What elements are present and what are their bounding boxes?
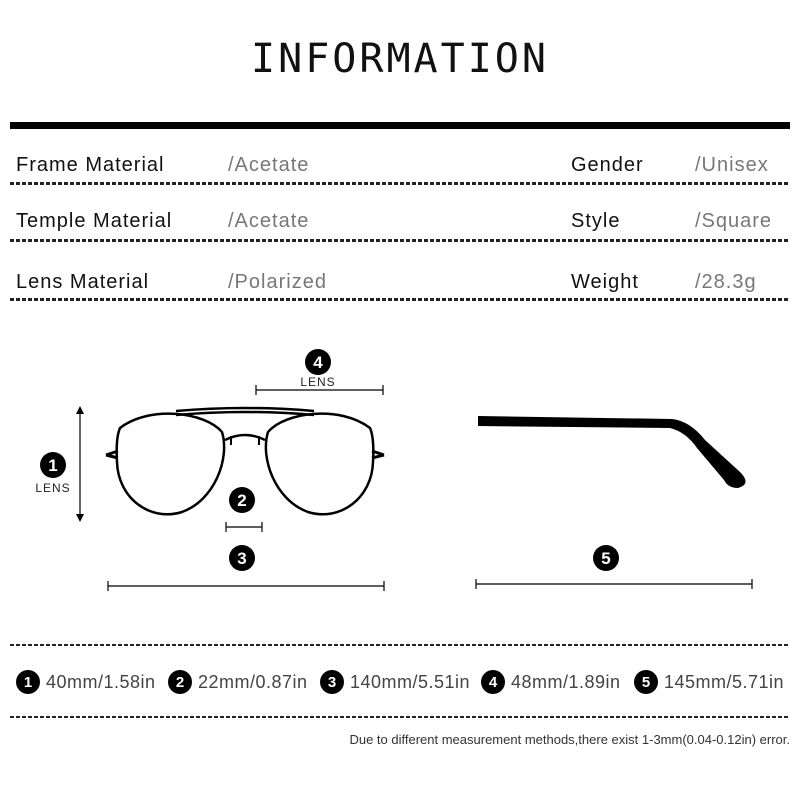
- spec-row-lens: [0, 271, 800, 311]
- measurement-5-badge: 5: [634, 670, 658, 694]
- measurements-top-divider: [10, 644, 790, 646]
- badge-4-label: LENS: [300, 375, 336, 389]
- spec-label-lens-material: Lens Material: [16, 271, 150, 293]
- measurement-1-badge: 1: [16, 670, 40, 694]
- measurement-2: [168, 666, 308, 698]
- spec-label-gender: Gender: [571, 154, 644, 176]
- page-title: INFORMATION: [251, 36, 549, 82]
- spec-label-style: Style: [571, 210, 621, 232]
- spec-value-style: /Square: [695, 210, 773, 232]
- spec-divider: [10, 239, 790, 242]
- measurement-3-badge: 3: [320, 670, 344, 694]
- badge-2: [229, 487, 255, 513]
- badge-2-number: 2: [237, 491, 247, 510]
- measurement-2-value: 22mm/0.87in: [198, 671, 308, 692]
- spec-divider: [10, 182, 790, 185]
- measurement-5-value: 145mm/5.71in: [664, 671, 785, 692]
- badge-1: [35, 452, 70, 495]
- badge-3: [229, 545, 255, 571]
- measurement-3: [320, 666, 470, 698]
- measurement-4-badge: 4: [481, 670, 505, 694]
- badge-5-number: 5: [601, 549, 611, 568]
- measurement-5: [634, 666, 784, 698]
- measurements-bottom-divider: [10, 716, 790, 718]
- spec-value-weight: /28.3g: [695, 271, 757, 293]
- measurement-2-badge: 2: [168, 670, 192, 694]
- badge-3-number: 3: [237, 549, 247, 568]
- spec-label-weight: Weight: [571, 271, 639, 293]
- measurement-3-value: 140mm/5.51in: [350, 671, 471, 692]
- badge-1-number: 1: [48, 456, 58, 475]
- spec-row-frame: [0, 154, 800, 194]
- spec-value-lens-material: /Polarized: [228, 271, 327, 293]
- badge-1-label: LENS: [35, 481, 71, 495]
- dimension-diagram: [0, 330, 800, 600]
- badge-4: [300, 349, 335, 389]
- spec-divider: [10, 298, 790, 301]
- measurement-1: [16, 666, 156, 698]
- spec-value-gender: /Unisex: [695, 154, 769, 176]
- spec-value-temple-material: /Acetate: [228, 210, 310, 232]
- spec-value-frame-material: /Acetate: [228, 154, 310, 176]
- measurement-4-value: 48mm/1.89in: [511, 671, 621, 692]
- spec-label-temple-material: Temple Material: [16, 210, 173, 232]
- badge-4-number: 4: [313, 353, 323, 372]
- measurement-1-value: 40mm/1.58in: [46, 671, 156, 692]
- glasses-temple-view: [478, 416, 746, 488]
- title-divider: [10, 122, 790, 129]
- badge-5: [593, 545, 619, 571]
- measurement-4: [481, 666, 621, 698]
- spec-label-frame-material: Frame Material: [16, 154, 165, 176]
- measurement-disclaimer: Due to different measurement methods,there exist 1-3mm(0.04-0.12in) error.: [349, 732, 790, 747]
- spec-row-temple: [0, 210, 800, 250]
- measurements-row: [0, 666, 800, 698]
